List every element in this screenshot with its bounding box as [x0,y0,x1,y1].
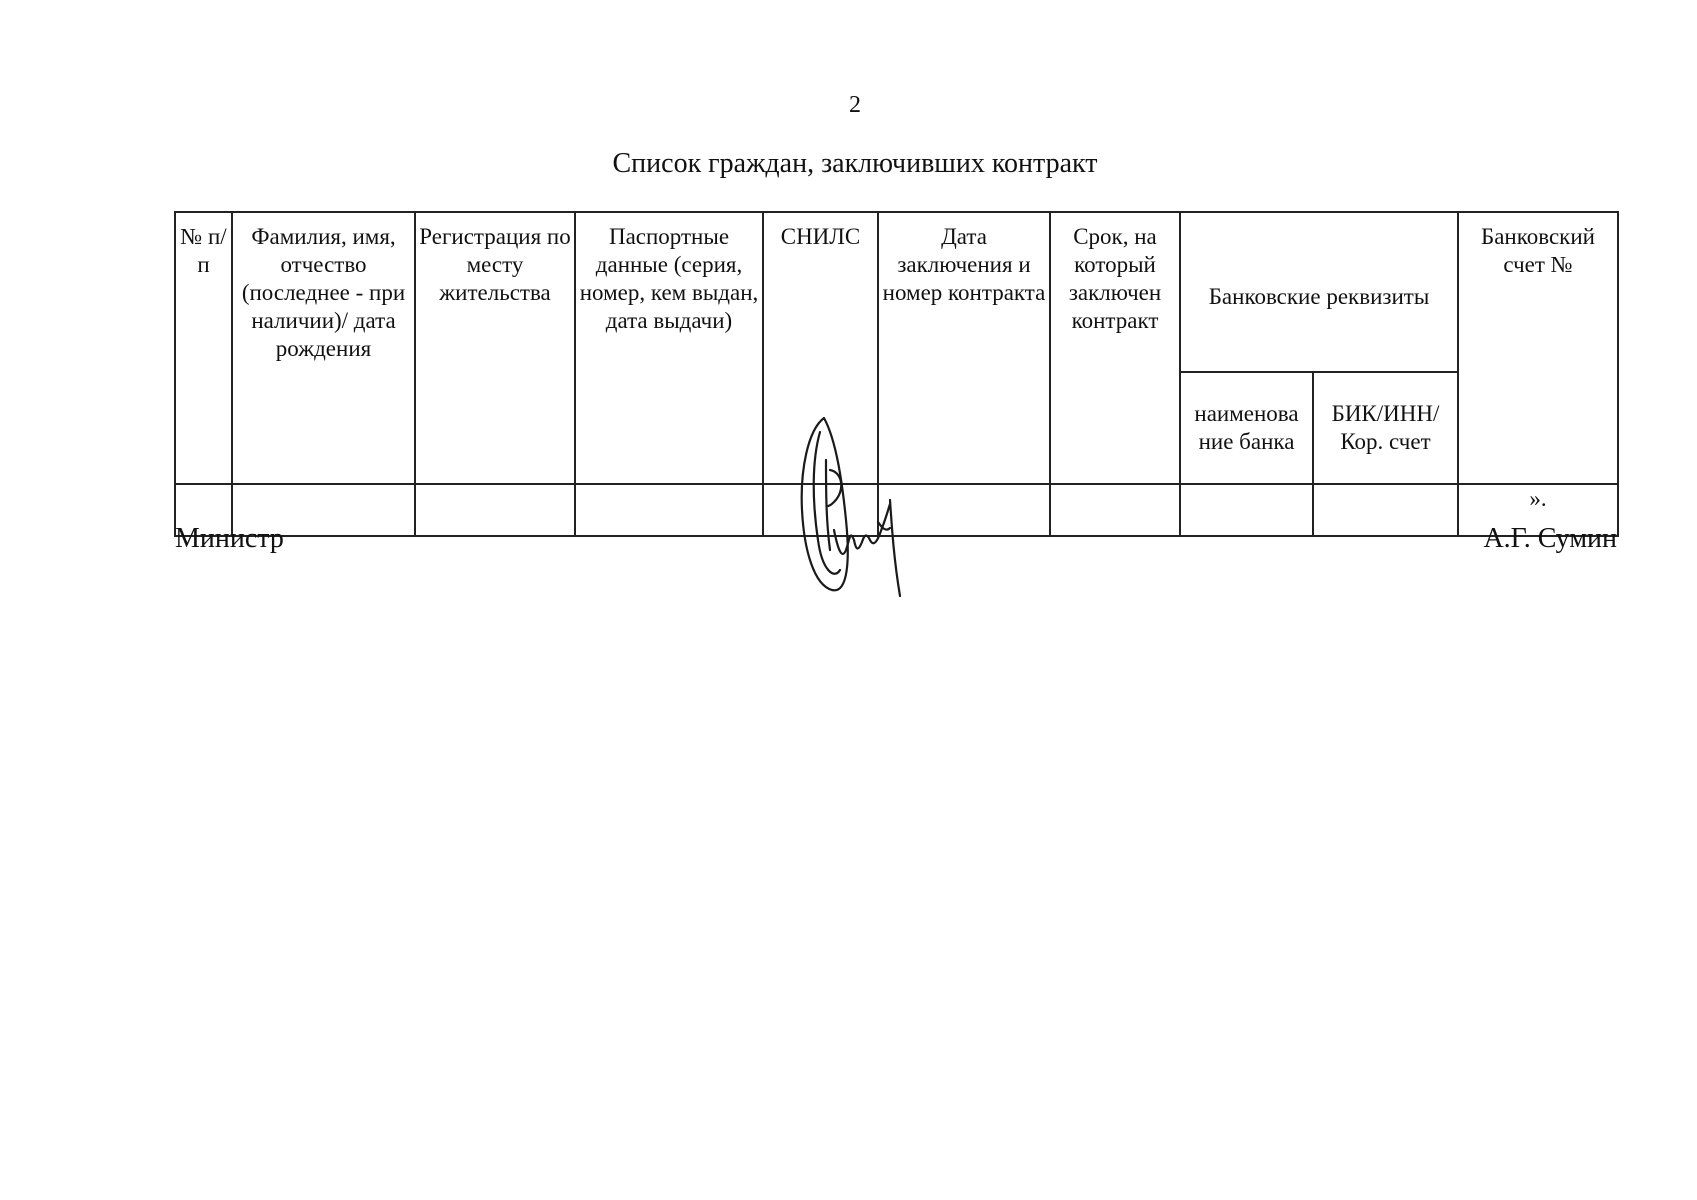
cell-term [1050,484,1180,536]
header-snils: СНИЛС [763,212,878,484]
closing-quote-mark: ». [1458,484,1618,536]
header-term: Срок, на который заключен контракт [1050,212,1180,484]
document-title: Список граждан, заключивших контракт [612,148,1098,179]
header-passport: Паспортные данные (серия, номер, кем выдан, дата выдачи) [575,212,763,484]
handwritten-signature [790,410,920,610]
cell-passport [575,484,763,536]
header-bank-name: наименова ние банка [1180,372,1313,484]
header-full-name: Фамилия, имя, отчество (последнее - при наличии)/ дата рождения [232,212,415,484]
cell-bik [1313,484,1458,536]
header-contract-date: Дата заключения и номер контракта [878,212,1050,484]
cell-registration [415,484,575,536]
header-number: № п/п [175,212,232,484]
signatory-position: Министр [175,523,284,554]
header-bik: БИК/ИНН/ Кор. счет [1313,372,1458,484]
cell-bank-name [1180,484,1313,536]
page-number: 2 [849,92,861,118]
signatory-name: А.Г. Сумин [1483,523,1617,554]
header-bank-account: Банковский счет № [1458,212,1618,484]
header-bank-details: Банковские реквизиты [1180,212,1458,372]
header-registration: Регистрация по месту жительства [415,212,575,484]
